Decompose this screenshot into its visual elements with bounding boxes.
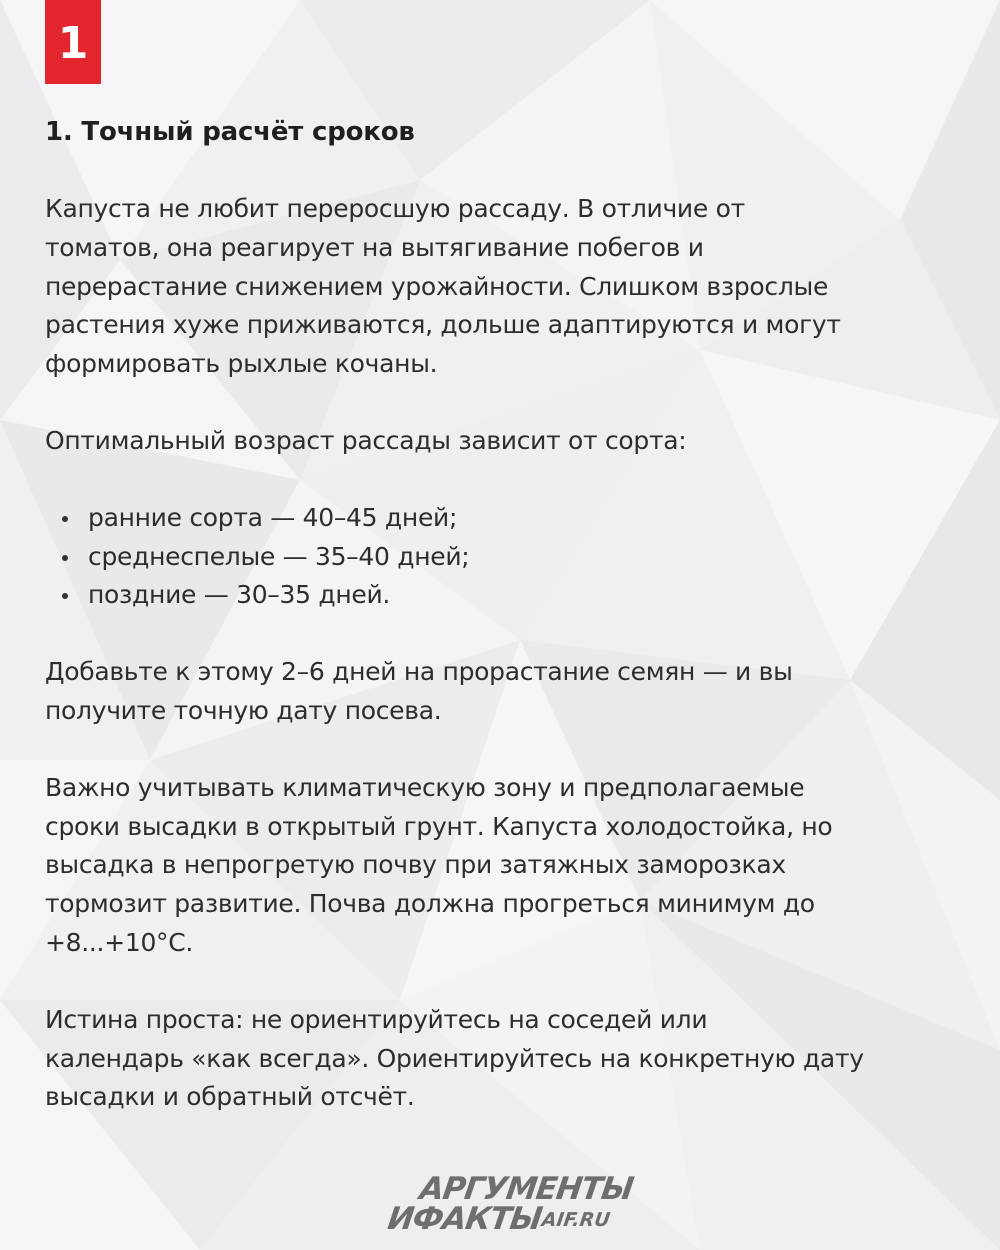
- climate-line: сроки высадки в открытый грунт. Капуста холодостойка, но: [45, 811, 833, 841]
- climate-line: тормозит развитие. Почва должна прогреться минимум до: [45, 889, 815, 919]
- logo-line-top: АРГУМЕНТЫ: [417, 1171, 636, 1207]
- logo-site: AIF.RU: [540, 1209, 612, 1231]
- age-lead-paragraph: Оптимальный возраст рассады зависит от сорта:: [45, 425, 687, 455]
- germination-line: Добавьте к этому 2–6 дней на прорастание семян — и вы: [45, 657, 793, 687]
- variety-age-list: [45, 499, 955, 615]
- slide-number: 1: [57, 17, 89, 69]
- truth-line: Истина проста: не ориентируйтесь на соседей или: [45, 1004, 708, 1034]
- germination-paragraph: [45, 653, 955, 731]
- intro-paragraph: [45, 190, 955, 384]
- article-content: [45, 112, 955, 1117]
- list-item-text: поздние — 30–35 дней.: [88, 580, 391, 610]
- climate-line: Важно учитывать климатическую зону и предполагаемые: [45, 772, 805, 802]
- list-item: [45, 538, 955, 577]
- aif-logo: [380, 1171, 640, 1237]
- list-item: [45, 499, 955, 538]
- intro-line: формировать рыхлые кочаны.: [45, 349, 438, 379]
- germination-line: получите точную дату посева.: [45, 695, 442, 725]
- intro-line: Капуста не любит переросшую рассаду. В отличие от: [45, 194, 745, 223]
- bullet-icon: [62, 555, 68, 561]
- climate-paragraph: [45, 769, 955, 963]
- truth-line: календарь «как всегда». Ориентируйтесь на конкретную дату: [45, 1043, 864, 1073]
- intro-line: томатов, она реагирует на вытягивание побегов и: [45, 232, 704, 262]
- intro-line: растения хуже приживаются, дольше адаптируются и могут: [45, 310, 841, 340]
- slide-number-badge: [45, 0, 101, 84]
- climate-line: +8...+10°С.: [45, 927, 194, 957]
- intro-line: перерастание снижением урожайности. Слишком взрослые: [45, 271, 829, 301]
- section-title: 1. Точный расчёт сроков: [45, 117, 415, 147]
- list-item-text: ранние сорта — 40–45 дней;: [88, 502, 458, 532]
- list-item-text: среднеспелые — 35–40 дней;: [88, 541, 470, 571]
- climate-line: высадка в непрогретую почву при затяжных заморозках: [45, 850, 786, 880]
- bullet-icon: [62, 593, 68, 599]
- logo-line-bottom: ИФАКТЫ: [385, 1201, 544, 1237]
- truth-line: высадки и обратный отсчёт.: [45, 1082, 415, 1112]
- bullet-icon: [62, 516, 68, 522]
- list-item: [45, 576, 955, 615]
- truth-paragraph: [45, 1001, 955, 1117]
